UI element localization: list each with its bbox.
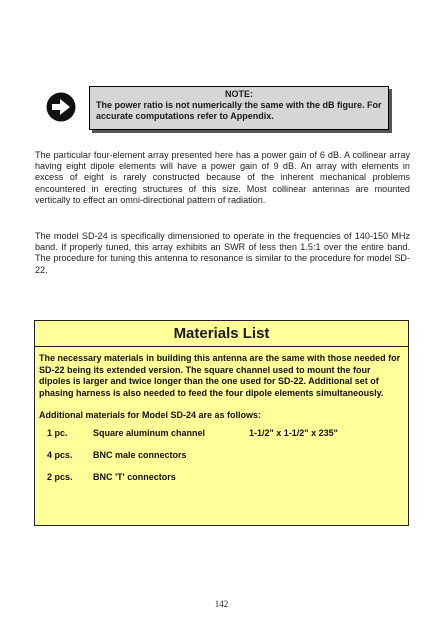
item-quantity: 1 pc.	[47, 428, 68, 439]
item-quantity: 2 pcs.	[47, 472, 73, 483]
item-name: BNC 'T' connectors	[93, 472, 176, 483]
item-name: Square aluminum channel	[93, 428, 206, 439]
page-number: 142	[214, 599, 229, 609]
body-paragraph: The model SD-24 is specifically dimensioned to operate in the frequencies of 140-150 MHz band. If properly tuned, this array exhibits an SWR of less then 1.5:1 over the entire band. The procedure for tuning this antenna to resonance is similar to the procedure for model SD-22.	[35, 231, 410, 275]
materials-intro: The necessary materials in building this antenna are the same with those needed for SD-22 being its extended version. The square channel used to mount the four dipoles is larger and twice longer than the one used for SD-22. Additional set of phasing harness is also needed to feed the four dipole elements simultaneously.	[39, 353, 401, 398]
item-name: BNC male connectors	[93, 450, 187, 461]
materials-item	[35, 420, 408, 442]
note-title: NOTE:	[225, 89, 253, 99]
materials-subheading: Additional materials for Model SD-24 are as follows:	[39, 410, 262, 421]
materials-list-box	[34, 320, 409, 526]
note-box	[89, 86, 389, 130]
body-paragraph: The particular four-element array presented here has a power gain of 6 dB. A collinear array having eight dipole elements will have a power gain of 9 dB. An array with elements in excess of eight is rarely constructed because of the inherent mechanical problems encountered in erecting structures of this size. Most collinear antennas are mounted vertically to effect an omni-directional pattern of radiation.	[35, 150, 410, 205]
item-dimensions: 1-1/2" x 1-1/2" x 235"	[249, 428, 338, 439]
item-quantity: 4 pcs.	[47, 450, 73, 461]
materials-title: Materials List	[35, 321, 408, 347]
materials-item	[35, 442, 408, 464]
note-text: The power ratio is not numerically the same with the dB figure. For accurate computations refer to Appendix.	[96, 100, 382, 121]
materials-item	[35, 464, 408, 486]
right-arrow-circle-icon	[46, 92, 76, 122]
